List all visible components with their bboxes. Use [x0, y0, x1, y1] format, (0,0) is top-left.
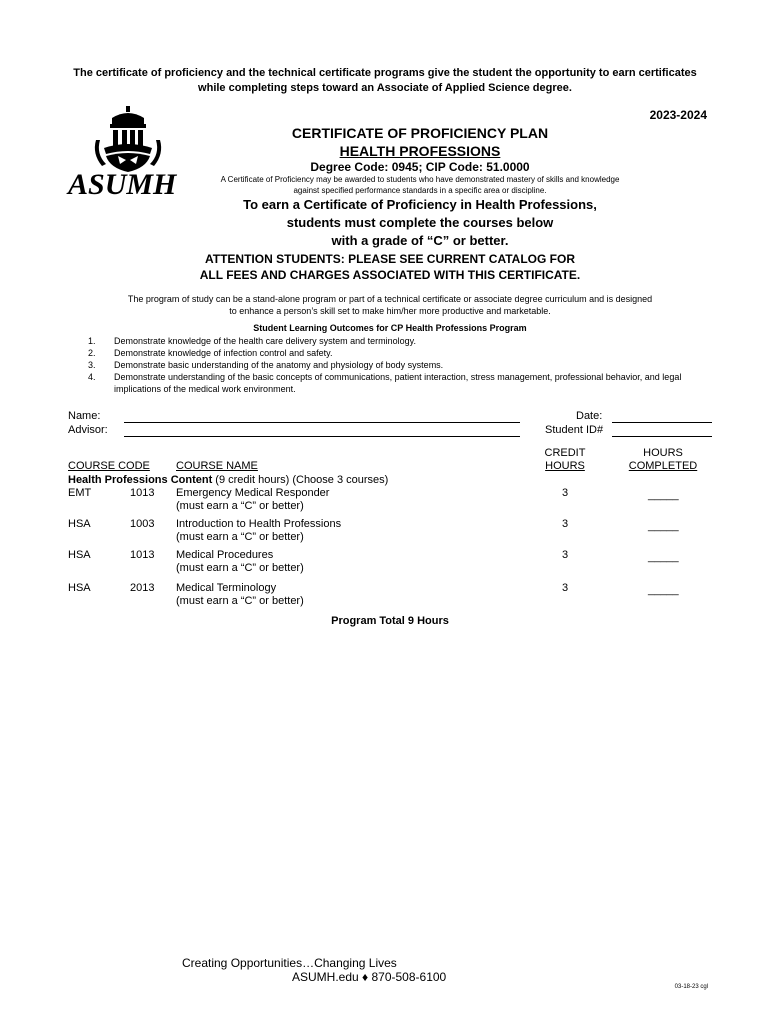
course-credits: 3: [562, 582, 569, 594]
advisor-label: Advisor:: [68, 424, 108, 436]
slo-number: 3.: [88, 360, 96, 370]
course-credits: 3: [562, 518, 569, 530]
plan-subtitle: HEALTH PROFESSIONS: [339, 143, 501, 159]
program-line: The program of study can be a stand-alone program or part of a technical certificate or associate degree curriculum and is designed: [127, 294, 653, 304]
academic-year: 2023-2024: [649, 108, 707, 122]
earn-requirement: [210, 196, 630, 250]
table-row: [68, 582, 708, 610]
earn-line: students must complete the courses below: [286, 215, 554, 230]
course-grade-note: (must earn a “C” or better): [176, 531, 304, 543]
date-label: Date:: [576, 410, 603, 422]
slo-number: 1.: [88, 336, 96, 346]
student-id-field[interactable]: [612, 436, 712, 437]
date-field[interactable]: [612, 422, 712, 423]
course-prefix: HSA: [68, 549, 91, 561]
slo-text: Demonstrate knowledge of the health care delivery system and terminology.: [114, 336, 416, 346]
slo-list: [88, 335, 718, 395]
slo-text: Demonstrate knowledge of infection control and safety.: [114, 348, 333, 358]
asumh-logo: [66, 104, 190, 200]
table-row: [68, 549, 708, 577]
program-description: [80, 293, 700, 317]
course-credits: 3: [562, 487, 569, 499]
course-name-header: COURSE NAME: [176, 460, 258, 472]
course-grade-note: (must earn a “C” or better): [176, 562, 304, 574]
footer-tagline: Creating Opportunities…Changing Lives: [182, 956, 397, 970]
attention-line: ALL FEES AND CHARGES ASSOCIATED WITH THIS CERTIFICATE.: [199, 268, 581, 282]
slo-number: 2.: [88, 348, 96, 358]
course-prefix: EMT: [68, 487, 92, 499]
course-title: Introduction to Health Professions: [176, 518, 342, 530]
course-name: [176, 487, 329, 513]
student-id-label: Student ID#: [545, 424, 604, 436]
intro-text: The certificate of proficiency and the technical certificate programs give the student the opportunity to earn certificates while completing steps toward an Associate of Applied Science degree.: [73, 67, 697, 94]
footer-contact: ASUMH.edu ♦ 870-508-6100: [292, 970, 447, 984]
course-number: 1013: [130, 487, 155, 499]
advisor-field[interactable]: [124, 436, 520, 437]
slo-item: [88, 371, 718, 395]
course-name: [176, 518, 341, 544]
table-row: [68, 518, 708, 546]
attention-notice: [150, 251, 630, 283]
section-note: (9 credit hours) (Choose 3 courses): [212, 474, 389, 486]
slo-item: [88, 347, 718, 359]
slo-text: Demonstrate basic understanding of the anatomy and physiology of body systems.: [114, 360, 444, 370]
logo-emblem: [66, 104, 190, 200]
logo-wordmark: ASUMH: [68, 168, 177, 200]
hours-completed-header: [618, 447, 708, 473]
course-grade-note: (must earn a “C” or better): [176, 500, 304, 512]
certificate-description: A Certificate of Proficiency may be awarded to students who have demonstrated mastery of skills and knowledge against specified performance standards in a specific area or discipline.: [220, 175, 620, 195]
revision-code: 03-18-23 cgl: [674, 984, 708, 990]
course-title: Emergency Medical Responder: [176, 487, 330, 499]
program-total: Program Total 9 Hours: [331, 615, 449, 627]
course-prefix: HSA: [68, 518, 91, 530]
completed-header-line: COMPLETED: [628, 460, 698, 472]
credit-header-line: HOURS: [545, 460, 585, 472]
course-number: 1013: [130, 549, 155, 561]
course-name: [176, 582, 304, 608]
slo-item: [88, 335, 718, 347]
credit-hours-header: [540, 447, 590, 473]
course-title: Medical Procedures: [176, 549, 274, 561]
slo-title: Student Learning Outcomes for CP Health Professions Program: [253, 323, 527, 333]
program-line: to enhance a person’s skill set to make him/her more productive and marketable.: [229, 306, 551, 316]
slo-text: Demonstrate understanding of the basic concepts of communications, patient interaction, stress management, professional behavior, and legal implications of the medical work environment.: [114, 372, 682, 394]
earn-line: To earn a Certificate of Proficiency in Health Professions,: [243, 197, 597, 212]
table-row: [68, 487, 708, 515]
course-prefix: HSA: [68, 582, 91, 594]
degree-codes: Degree Code: 0945; CIP Code: 51.0000: [310, 160, 530, 174]
hours-completed-blank[interactable]: _____: [648, 489, 679, 501]
plan-title: CERTIFICATE OF PROFICIENCY PLAN: [291, 125, 549, 141]
section-heading: [68, 474, 388, 487]
course-code-header: COURSE CODE: [68, 460, 150, 472]
name-label: Name:: [68, 410, 101, 422]
hours-completed-blank[interactable]: _____: [648, 584, 679, 596]
name-field[interactable]: [124, 422, 520, 423]
section-title: Health Professions Content: [68, 474, 213, 486]
course-number: 1003: [130, 518, 155, 530]
course-credits: 3: [562, 549, 569, 561]
slo-number: 4.: [88, 372, 96, 382]
course-title: Medical Terminology: [176, 582, 277, 594]
completed-header-line: HOURS: [643, 447, 683, 459]
hours-completed-blank[interactable]: _____: [648, 520, 679, 532]
credit-header-line: CREDIT: [544, 447, 586, 459]
earn-line: with a grade of “C” or better.: [331, 233, 509, 248]
course-grade-note: (must earn a “C” or better): [176, 595, 304, 607]
hours-completed-blank[interactable]: _____: [648, 551, 679, 563]
course-name: [176, 549, 304, 575]
slo-item: [88, 359, 718, 371]
course-number: 2013: [130, 582, 155, 594]
attention-line: ATTENTION STUDENTS: PLEASE SEE CURRENT CATALOG FOR: [204, 252, 575, 266]
